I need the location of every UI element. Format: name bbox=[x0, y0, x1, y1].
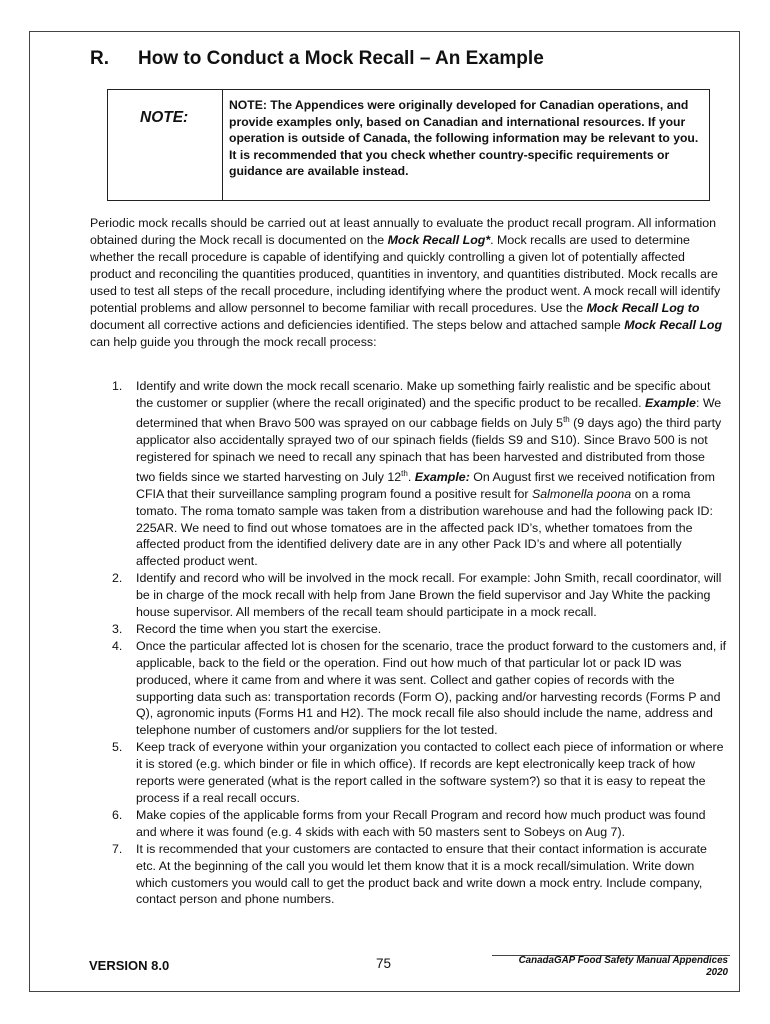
mock-recall-log-ref: Mock Recall Log* bbox=[387, 233, 491, 247]
intro-text: document all corrective actions and deficiencies identified. The steps below and attached sample bbox=[90, 318, 625, 332]
step-number: 5. bbox=[112, 740, 123, 755]
step-text: . bbox=[407, 469, 415, 484]
list-item bbox=[90, 739, 726, 807]
example-label: Example: bbox=[414, 469, 470, 484]
intro-text: can help guide you through the mock recall process: bbox=[90, 335, 377, 349]
step-number: 4. bbox=[112, 638, 123, 653]
step-text: on a roma tomato. The roma tomato sample was taken from a distribution warehouse and had the following pack ID: 225AR. We need to find out whose tomatoes are in the affected pack ID’s, whether tomatoes from the affected product from the identified delivery date are in any other Pack ID’s and where all potentially affected product went. bbox=[136, 486, 713, 569]
manual-name: CanadaGAP Food Safety Manual Appendices bbox=[518, 955, 728, 966]
ordinal-suffix: th bbox=[563, 414, 570, 424]
intro-text: Periodic mock recalls should be carried out at least annually to evaluate the product recall program. All information obtained during the Mock recall is documented on the bbox=[90, 216, 717, 247]
step-text: Keep track of everyone within your organization you contacted to collect each piece of information or where it is stored (e.g. which binder or file in which office). If records are kept electronically keep track of how reports were generated (what is the report called in the software system?) so that it is easy to repeat the process if a real recall occurs. bbox=[136, 740, 724, 805]
step-text: (9 days ago) the third party applicator also accidentally sprayed two of our spinach fields (fields S9 and S10). Since Bravo 500 is not registered for spinach we need to recall any spinach that has been harvested and distributed from those two fields since we started harvesting on July 12 bbox=[136, 415, 722, 484]
list-item bbox=[90, 621, 726, 638]
ordinal-suffix: th bbox=[401, 468, 408, 478]
example-label: Example bbox=[644, 395, 696, 410]
note-box bbox=[107, 89, 710, 201]
step-text: It is recommended that your customers are contacted to ensure that their contact information is accurate etc. At the beginning of the call you would let them know that it is a mock recall/simulation. Write down which customers you would call to get the product back and write down a mock entry. Include company, contact person and phone numbers. bbox=[136, 841, 707, 907]
step-text: Make copies of the applicable forms from your Recall Program and record how much product was found and where it was found (e.g. 4 skids with each with 50 masters sent to Sobeys on Aug 7). bbox=[136, 807, 706, 839]
step-number: 7. bbox=[112, 841, 123, 856]
step-text: Identify and record who will be involved in the mock recall. For example: John Smith, recall coordinator, will be in charge of the mock recall with help from Jane Brown the field supervisor and Jay White the packing house supervisor. All members of the recall team should participate in a mock recall. bbox=[136, 571, 722, 620]
section-heading bbox=[90, 48, 544, 70]
step-number: 1. bbox=[112, 379, 123, 393]
intro-paragraph bbox=[90, 215, 726, 351]
section-title: How to Conduct a Mock Recall – An Example bbox=[138, 48, 544, 69]
list-item bbox=[90, 807, 726, 841]
intro-text: . Mock recalls are used to determine whether the recall procedure is capable of identifying and quickly controlling a given lot of potentially affected product and reconciling the quantities produced, quantities in inventory, and quantities distributed. Mock recalls are used to test all steps of the recall procedure, including identifying where the product went. A mock recall will identify potential problems and allow personnel to become familiar with recall procedures. Use the bbox=[90, 233, 721, 315]
step-text: : We determined that when Bravo 500 was sprayed on our cabbage fields on July 5 bbox=[136, 395, 722, 430]
step-number: 3. bbox=[112, 621, 123, 636]
manual-title bbox=[519, 955, 728, 979]
page-number: 75 bbox=[376, 956, 392, 971]
list-item bbox=[90, 378, 726, 570]
list-item bbox=[90, 841, 726, 909]
step-text: On August first we received notification from CFIA that their surveillance sampling program found a positive result for bbox=[136, 469, 715, 501]
note-text: NOTE: The Appendices were originally developed for Canadian operations, and provide examples only, based on Canadian and international resources. If your operation is outside of Canada, the following information may be relevant to you. It is recommended that you check whether country-specific requirements or guidance are available instead. bbox=[229, 98, 699, 179]
section-letter: R. bbox=[90, 48, 109, 69]
list-item bbox=[90, 638, 726, 739]
version-label: VERSION 8.0 bbox=[89, 958, 170, 973]
list-item bbox=[90, 570, 726, 621]
step-text: Record the time when you start the exercise. bbox=[136, 621, 382, 636]
mock-recall-log-ref: Mock Recall Log to bbox=[586, 301, 700, 315]
mock-recall-log-ref: Mock Recall Log bbox=[624, 318, 723, 332]
recall-steps-list bbox=[90, 378, 726, 908]
step-text: Once the particular affected lot is chosen for the scenario, trace the product forward to the customers and, if applicable, back to the field or the operation. Find out how much of that particular lot or pack ID was produced, where it came from and where it was sent. Collect and gather copies of records with the supporting data such as: transportation records (Form O), packing and/or harvesting records (Forms P and Q), agronomic inputs (Forms H1 and H2). The mock recall file also should include the name, address and telephone number of customers and/or suppliers for the lot tested. bbox=[136, 638, 727, 738]
note-label: NOTE: bbox=[108, 90, 223, 200]
step-number: 2. bbox=[112, 571, 123, 586]
step-text: Identify and write down the mock recall scenario. Make up something fairly realistic and be specific about the customer or supplier (where the recall originated) and the specific product to be recalled. bbox=[136, 379, 711, 410]
step-number: 6. bbox=[112, 807, 123, 822]
organism-name: Salmonella poona bbox=[532, 486, 632, 501]
manual-year: 2020 bbox=[706, 967, 728, 978]
